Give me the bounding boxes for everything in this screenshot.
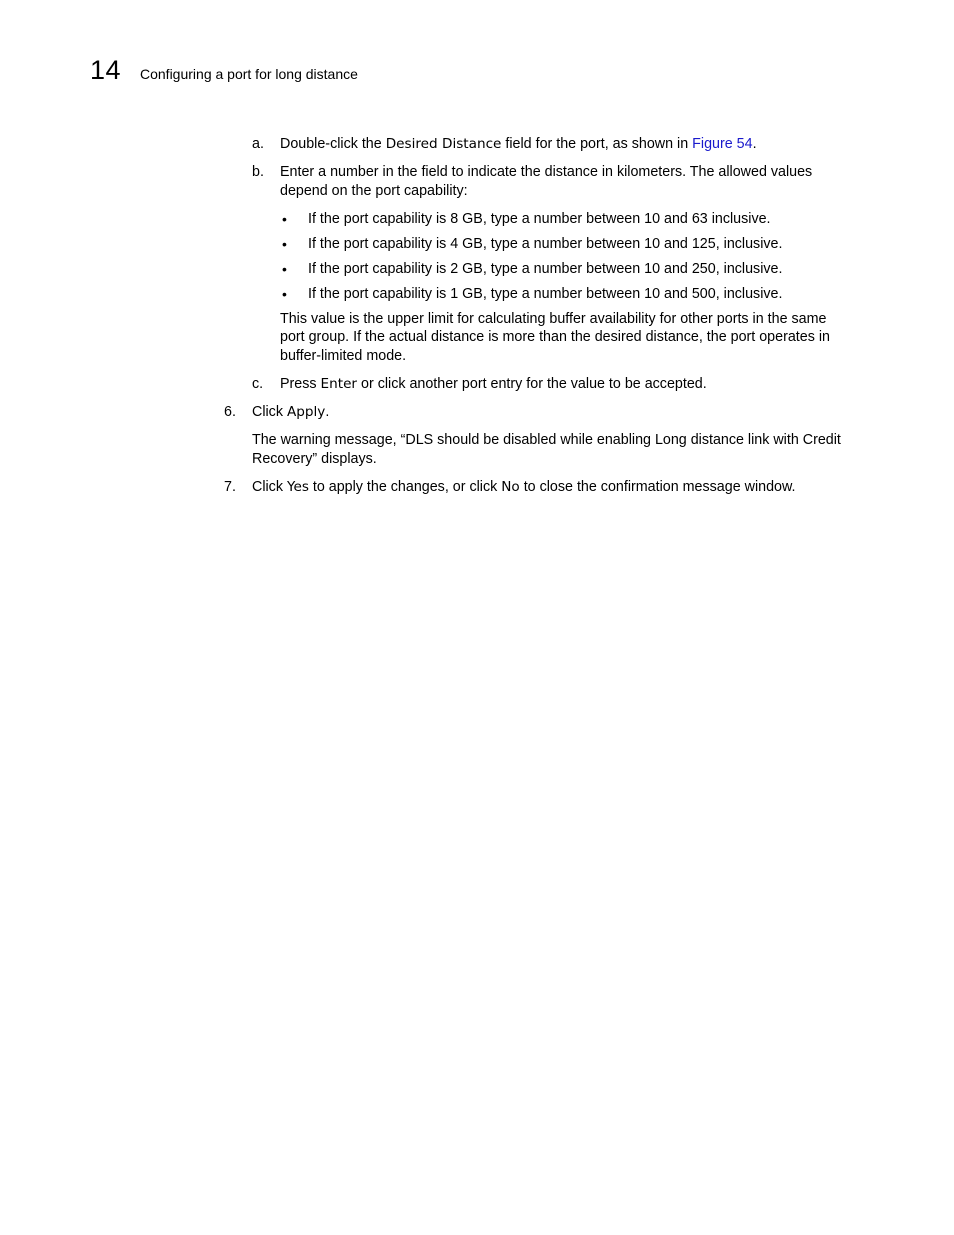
step-6-note-line-1: The warning message, “DLS should be disabled while enabling Long distance link with Credit [252, 432, 841, 448]
step-a-mid: field for the port, as shown in [501, 136, 693, 152]
figure-54-link[interactable]: Figure 54 [692, 136, 753, 152]
step-7-post: to close the confirmation message window. [519, 479, 796, 495]
step-a-pre: Double-click the [280, 136, 386, 152]
step-c-pre: Press [280, 376, 321, 392]
yes-ui-label: Yes [286, 479, 309, 495]
bullet-dot-icon: • [282, 236, 287, 252]
step-c-marker: c. [252, 376, 264, 392]
step-c-post: or click another port entry for the value to be accepted. [357, 376, 707, 392]
step-6-marker: 6. [224, 404, 236, 420]
enter-ui-label: Enter [320, 376, 358, 392]
bullet-dot-icon: • [282, 211, 287, 227]
step-b-note-line-2: port group. If the actual distance is more than the desired distance, the port operates in [280, 329, 830, 345]
bullet-dot-icon: • [282, 261, 287, 277]
bullet-item-2gb: If the port capability is 2 GB, type a number between 10 and 250, inclusive. [308, 261, 783, 277]
step-7-pre: Click [252, 479, 287, 495]
chapter-number: 14 [90, 55, 122, 85]
apply-ui-label: Apply [286, 404, 326, 420]
chapter-title: Configuring a port for long distance [140, 66, 358, 82]
step-7-marker: 7. [224, 479, 236, 495]
step-6-pre: Click [252, 404, 287, 420]
step-b-line-2: depend on the port capability: [280, 183, 468, 199]
step-6-post: . [325, 404, 330, 420]
bullet-dot-icon: • [282, 286, 287, 302]
step-a-marker: a. [252, 136, 264, 152]
step-7-text [252, 478, 796, 497]
no-ui-label: No [501, 479, 520, 495]
step-6-note-line-2: Recovery” displays. [252, 451, 377, 467]
step-c-text [280, 375, 707, 394]
step-a-text [280, 135, 757, 154]
step-b-line-1: Enter a number in the field to indicate the distance in kilometers. The allowed values [280, 164, 813, 180]
bullet-item-1gb: If the port capability is 1 GB, type a number between 10 and 500, inclusive. [308, 286, 783, 302]
bullet-item-8gb: If the port capability is 8 GB, type a number between 10 and 63 inclusive. [308, 211, 771, 227]
step-b-marker: b. [252, 164, 264, 180]
desired-distance-ui-label: Desired Distance [385, 136, 502, 152]
step-b-note-line-3: buffer-limited mode. [280, 348, 407, 364]
step-6-text [252, 403, 329, 422]
step-a-post: . [752, 136, 757, 152]
step-7-mid: to apply the changes, or click [308, 479, 502, 495]
bullet-item-4gb: If the port capability is 4 GB, type a number between 10 and 125, inclusive. [308, 236, 783, 252]
step-b-note-line-1: This value is the upper limit for calculating buffer availability for other ports in the same [280, 311, 827, 327]
